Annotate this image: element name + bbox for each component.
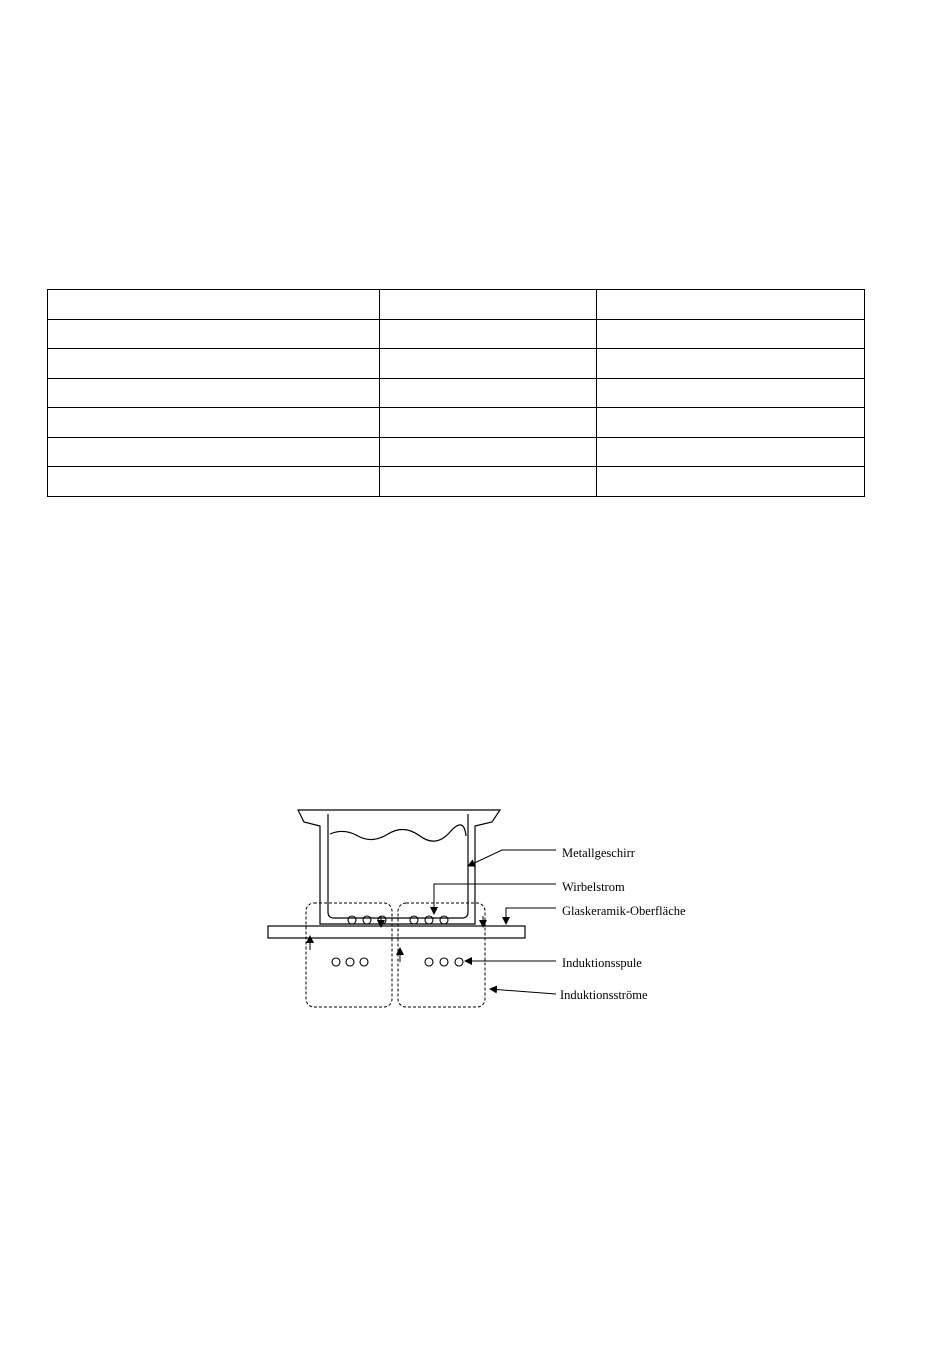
table-cell	[597, 349, 865, 379]
glass-ceramic-surface	[268, 926, 525, 938]
table-cell	[48, 290, 380, 320]
table-cell	[597, 408, 865, 438]
table-cell	[380, 437, 597, 467]
pot	[298, 810, 500, 924]
table-cell	[380, 378, 597, 408]
table-cell	[597, 319, 865, 349]
induction-diagram	[260, 800, 720, 1020]
table-cell	[597, 437, 865, 467]
table-cell	[380, 408, 597, 438]
table-cell	[48, 437, 380, 467]
label-induktionsspule: Induktionsspule	[562, 956, 642, 970]
spec-table	[47, 289, 865, 497]
table-row	[48, 319, 865, 349]
label-glaskeramik-oberflaeche: Glaskeramik-Oberfläche	[562, 904, 686, 918]
table-row	[48, 378, 865, 408]
table-cell	[380, 319, 597, 349]
table-cell	[48, 349, 380, 379]
table-cell	[380, 467, 597, 497]
table-row	[48, 290, 865, 320]
table-cell	[48, 408, 380, 438]
table-cell	[597, 467, 865, 497]
leader-lines	[434, 850, 556, 994]
label-metallgeschirr: Metallgeschirr	[562, 846, 635, 860]
table-cell	[48, 378, 380, 408]
table-cell	[597, 290, 865, 320]
table-cell	[380, 349, 597, 379]
table-cell	[48, 319, 380, 349]
table-row	[48, 467, 865, 497]
table-cell	[380, 290, 597, 320]
label-induktionsstroeme: Induktionsströme	[560, 988, 648, 1002]
table-row	[48, 349, 865, 379]
table-row	[48, 408, 865, 438]
table-cell	[48, 467, 380, 497]
table-row	[48, 437, 865, 467]
table-cell	[597, 378, 865, 408]
label-wirbelstrom: Wirbelstrom	[562, 880, 625, 894]
